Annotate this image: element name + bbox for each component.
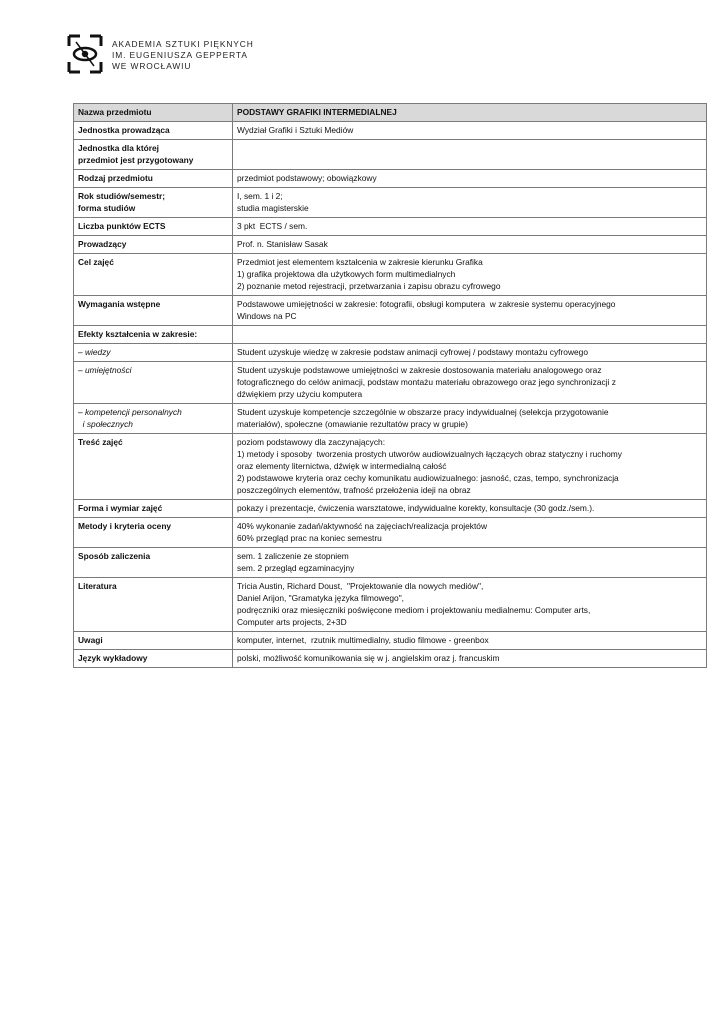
row-value-text: studia magisterskie: [237, 203, 309, 213]
table-row: [74, 434, 707, 500]
row-label-text: Treść zajęć: [78, 437, 123, 447]
row-label-text: Rodzaj przedmiotu: [78, 173, 153, 183]
row-label-text: Nazwa przedmiotu: [78, 107, 152, 117]
table-row: [74, 326, 707, 344]
row-value-text: podręczniki oraz miesięczniki poświęcone mediom i projektowaniu medialnemu: Computer arts,: [237, 605, 591, 615]
academy-logo-icon: [66, 34, 104, 74]
row-value-text: Student uzyskuje kompetencje szczególnie w obszarze pracy indywidualnej (selekcja przygotowanie: [237, 407, 609, 417]
row-value-text: Tricia Austin, Richard Doust, "Projektowanie dla nowych mediów",: [237, 581, 484, 591]
row-label-text: Forma i wymiar zajęć: [78, 503, 163, 513]
row-label-text: Liczba punktów ECTS: [78, 221, 166, 231]
row-label-cell: [74, 104, 233, 122]
page-header: [66, 34, 254, 76]
row-value-cell: [233, 434, 707, 500]
row-value-text: Daniel Arijon, "Gramatyka języka filmowego",: [237, 593, 404, 603]
table-row: [74, 104, 707, 122]
row-value-text: Student uzyskuje wiedzę w zakresie podstaw animacji cyfrowej / podstawy montażu cyfrowego: [237, 347, 588, 357]
row-value-cell: [233, 632, 707, 650]
row-value-cell: [233, 122, 707, 140]
table-row: [74, 500, 707, 518]
row-value-cell: [233, 500, 707, 518]
row-value-cell: [233, 188, 707, 218]
row-value-text: poziom podstawowy dla zaczynających:: [237, 437, 386, 447]
row-value-cell: [233, 236, 707, 254]
table-row: [74, 188, 707, 218]
row-label-cell: [74, 548, 233, 578]
row-value-text: 2) poznanie metod rejestracji, przetwarzania i zapisu obrazu cyfrowego: [237, 281, 501, 291]
row-value-text: Podstawowe umiejętności w zakresie: fotografii, obsługi komputera w zakresie systemu operacyjnego: [237, 299, 616, 309]
institution-name: [112, 34, 254, 72]
institution-line: AKADEMIA SZTUKI PIĘKNYCH: [112, 39, 254, 49]
row-value-cell: [233, 218, 707, 236]
row-value-cell: [233, 518, 707, 548]
row-label-cell: [74, 518, 233, 548]
row-value-cell: [233, 296, 707, 326]
row-value-text: oraz elementy liternictwa, dźwięk w intermedialną całość: [237, 461, 447, 471]
row-value-text: sem. 1 zaliczenie ze stopniem: [237, 551, 349, 561]
row-value-cell: [233, 578, 707, 632]
institution-line: IM. EUGENIUSZA GEPPERTA: [112, 50, 248, 60]
row-label-cell: [74, 632, 233, 650]
row-label-text: Jednostka dla której: [78, 143, 159, 153]
table-row: [74, 578, 707, 632]
row-label-cell: [74, 140, 233, 170]
row-label-text: – wiedzy: [78, 347, 111, 357]
syllabus-table: [73, 103, 707, 668]
row-label-text: Cel zajęć: [78, 257, 114, 267]
row-value-text: pokazy i prezentacje, ćwiczenia warsztatowe, indywidualne korekty, konsultacje (30 godz./sem.).: [237, 503, 595, 513]
row-value-text: 2) podstawowe kryteria oraz cechy komunikatu audiowizualnego: jasność, czas, tempo, synchronizacja: [237, 473, 619, 483]
row-value-text: poszczególnych elementów, trafność przełożenia ideji na obraz: [237, 485, 471, 495]
row-value-text: 60% przegląd prac na koniec semestru: [237, 533, 382, 543]
row-value-text: polski, możliwość komunikowania się w j. angielskim oraz j. francuskim: [237, 653, 500, 663]
row-label-cell: [74, 254, 233, 296]
row-label-cell: [74, 326, 233, 344]
table-row: [74, 632, 707, 650]
table-row: [74, 404, 707, 434]
row-label-text: Język wykładowy: [78, 653, 148, 663]
row-value-text: I, sem. 1 i 2;: [237, 191, 283, 201]
table-row: [74, 344, 707, 362]
institution-line: WE WROCŁAWIU: [112, 61, 192, 71]
row-value-cell: [233, 170, 707, 188]
row-label-text: Jednostka prowadząca: [78, 125, 170, 135]
row-label-cell: [74, 434, 233, 500]
row-value-text: 40% wykonanie zadań/aktywność na zajęciach/realizacja projektów: [237, 521, 487, 531]
row-label-text: Metody i kryteria oceny: [78, 521, 172, 531]
row-value-cell: [233, 548, 707, 578]
row-label-cell: [74, 296, 233, 326]
row-label-text: przedmiot jest przygotowany: [78, 155, 194, 165]
row-label-text: forma studiów: [78, 203, 136, 213]
row-value-cell: [233, 326, 707, 344]
row-value-text: materiałów), społeczne (omawianie rezultatów pracy w grupie): [237, 419, 468, 429]
row-value-text: dźwiękiem przy użyciu komputera: [237, 389, 363, 399]
table-row: [74, 548, 707, 578]
row-label-cell: [74, 122, 233, 140]
row-value-cell: [233, 344, 707, 362]
row-label-text: Literatura: [78, 581, 117, 591]
table-row: [74, 140, 707, 170]
row-value-text: komputer, internet, rzutnik multimedialny, studio filmowe - greenbox: [237, 635, 489, 645]
row-value-text: 1) metody i sposoby tworzenia prostych utworów audiowizualnych łączących obraz statyczny i ruchomy: [237, 449, 622, 459]
row-value-text: Computer arts projects, 2+3D: [237, 617, 347, 627]
row-value-text: PODSTAWY GRAFIKI INTERMEDIALNEJ: [237, 107, 397, 117]
table-row: [74, 518, 707, 548]
table-row: [74, 650, 707, 668]
table-row: [74, 296, 707, 326]
table-row: [74, 170, 707, 188]
row-value-text: Przedmiot jest elementem kształcenia w zakresie kierunku Grafika: [237, 257, 483, 267]
table-row: [74, 122, 707, 140]
row-value-cell: [233, 404, 707, 434]
row-value-cell: [233, 254, 707, 296]
table-row: [74, 254, 707, 296]
row-value-text: Prof. n. Stanisław Sasak: [237, 239, 328, 249]
row-label-cell: [74, 404, 233, 434]
row-label-text: i społecznych: [78, 419, 133, 429]
row-value-text: przedmiot podstawowy; obowiązkowy: [237, 173, 377, 183]
table-row: [74, 236, 707, 254]
row-label-text: Efekty kształcenia w zakresie:: [78, 329, 198, 339]
table-row: [74, 218, 707, 236]
row-label-cell: [74, 236, 233, 254]
row-label-text: Wymagania wstępne: [78, 299, 161, 309]
row-value-text: Wydział Grafiki i Sztuki Mediów: [237, 125, 354, 135]
row-label-text: Uwagi: [78, 635, 103, 645]
row-label-text: – umiejętności: [78, 365, 132, 375]
row-label-cell: [74, 650, 233, 668]
row-label-cell: [74, 362, 233, 404]
row-label-cell: [74, 188, 233, 218]
row-label-text: Sposób zaliczenia: [78, 551, 151, 561]
row-value-cell: [233, 140, 707, 170]
row-label-cell: [74, 344, 233, 362]
row-label-text: Rok studiów/semestr;: [78, 191, 166, 201]
row-label-cell: [74, 218, 233, 236]
row-value-cell: [233, 362, 707, 404]
row-value-text: sem. 2 przegląd egzaminacyjny: [237, 563, 355, 573]
row-label-cell: [74, 500, 233, 518]
row-label-text: – kompetencji personalnych: [78, 407, 182, 417]
row-label-cell: [74, 170, 233, 188]
row-value-cell: [233, 104, 707, 122]
row-value-text: fotograficznego do celów animacji, podstaw montażu materiału obrazowego oraz jego synchronizacji z: [237, 377, 616, 387]
row-label-text: Prowadzący: [78, 239, 127, 249]
row-value-text: 1) grafika projektowa dla użytkowych form multimedialnych: [237, 269, 456, 279]
row-value-cell: [233, 650, 707, 668]
row-value-text: 3 pkt ECTS / sem.: [237, 221, 308, 231]
row-value-text: Student uzyskuje podstawowe umiejętności w zakresie dostosowania materiału analogowego oraz: [237, 365, 602, 375]
row-value-text: Windows na PC: [237, 311, 297, 321]
row-label-cell: [74, 578, 233, 632]
table-row: [74, 362, 707, 404]
